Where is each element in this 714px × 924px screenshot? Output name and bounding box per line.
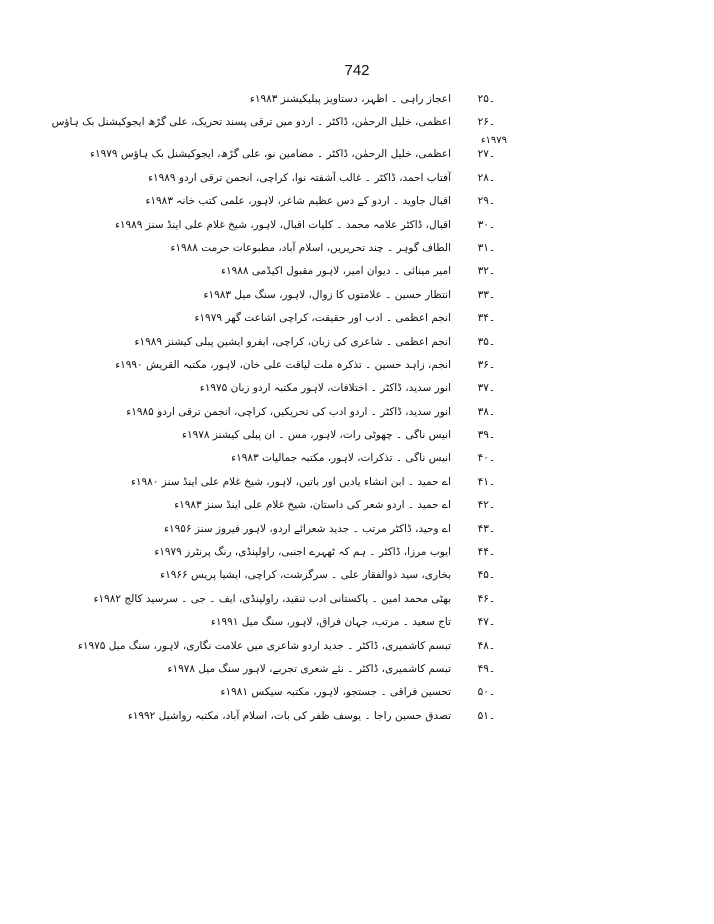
entry-text: تصدق حسین راجا ۔ یوسف ظفر کی بات، اسلام آباد، مکتبہ رواشیل ۱۹۹۲ء [127,709,451,722]
bibliography-entry [150,611,495,634]
entry-number: ۔۴۸ [477,639,495,652]
entry-number: ۔۲۶ [477,116,495,129]
entry-number: ۔۳۳ [477,288,495,301]
bibliography-entry [90,143,495,166]
entry-text: تاج سعید ۔ مرتب، جہان فراق، لاہور، سنگ میل ۱۹۹۱ء [210,616,451,629]
bibliography-entry [130,471,495,494]
entry-text: انور سدید، ڈاکٹر ۔ اختلافات، لاہور مکتبہ اردو زبان ۱۹۷۵ء [199,382,451,395]
bibliography-entry [150,424,495,447]
entry-number: ۔۴۲ [477,499,495,512]
entry-text: اعجاز راہی ۔ اظہر، دستاویز پبلیکیشنز ۱۹۸۳ء [249,93,451,105]
entry-text: انیس ناگی ۔ تذکرات، لاہور، مکتبہ جمالیات ۱۹۸۳ء [231,452,451,465]
entry-number: ۔۳۵ [477,335,495,348]
entry-text: آفتاب احمد، ڈاکٹر ۔ غالب آشفتہ نوا، کراچی، انجمن ترقی اردو ۱۹۸۹ء [148,171,451,184]
entry-text: الطاف گوہر ۔ چند تحریریں، اسلام آباد، مطبوعات حرمت ۱۹۸۸ء [170,241,451,254]
bibliography-entry [150,284,495,307]
page-number: 742 [344,62,370,79]
entry-number: ۔۳۹ [477,429,495,442]
entry-number: ۔۲۵ [477,93,495,105]
bibliography-entry [150,260,495,283]
bibliography-entry [77,635,495,658]
entry-text: تبسم کاشمیری، ڈاکٹر ۔ نئے شعری تجربے، لاہور سنگ میل ۱۹۷۸ء [167,662,451,675]
entry-text: اے حمید ۔ ابن انشاء یادیں اور باتیں، لاہور، شیخ غلام علی اینڈ سنز ۱۹۸۰ء [130,475,451,488]
entry-text: اعظمی، خلیل الرحمٰن، ڈاکٹر ۔ اردو میں ترقی پسند تحریک، علی گڑھ ایجوکیشنل بک ہاؤس [51,116,451,129]
bibliography-entry [150,494,495,517]
entry-number: ۔۴۱ [477,475,495,488]
entry-text: بخاری، سید ذوالفقار علی ۔ سرگزشت، کراچی، ایشیا پریس ۱۹۶۶ء [160,569,451,582]
entry-number: ۔۴۵ [477,569,495,582]
bibliography-entry [115,354,495,377]
entry-number: ۔۵۰ [477,686,495,699]
bibliography-entry [150,307,495,330]
entry-text: بھٹی محمد امین ۔ پاکستانی ادب تنقید، راولپنڈی، ایف ۔ جی ۔ سرسید کالج ۱۹۸۲ء [93,592,451,605]
entry-number: ۔۵۱ [477,709,495,722]
bibliography-list [51,88,507,728]
entry-text: تحسین فراقی ۔ جستجو، لاہور، مکتبہ سیکس ۱۹۸۱ء [220,686,451,699]
bibliography-entry [150,447,495,470]
entry-number: ۔۳۲ [477,265,495,278]
entry-text: اے وحید، ڈاکٹر مرتب ۔ جدید شعرائے اردو، لاہور فیروز سنز ۱۹۵۶ء [164,522,451,535]
entry-number: ۔۳۶ [477,358,495,371]
entry-number: ۔۴۳ [477,522,495,535]
entry-text: اے حمید ۔ اردو شعر کی داستان، شیخ غلام علی اینڈ سنز ۱۹۸۳ء [174,499,451,512]
entry-number: ۔۳۰ [477,218,495,231]
bibliography-entry [134,331,495,354]
entry-number: ۔۴۶ [477,592,495,605]
entry-text: اعظمی، خلیل الرحمٰن، ڈاکٹر ۔ مضامین نو، علی گڑھ، ایجوکیشنل بک ہاؤس ۱۹۷۹ء [90,148,451,161]
bibliography-entry [150,564,495,587]
entry-number: ۔۴۷ [477,616,495,629]
entry-text: انجم، زاہد حسین ۔ تذکرہ ملت لیاقت علی خان، لاہور، مکتبہ القریش ۱۹۹۰ء [115,358,451,371]
bibliography-entry [150,681,495,704]
bibliography-entry [93,588,495,611]
entry-text: انجم اعظمی ۔ شاعری کی زبان، کراچی، ایفرو ایشین پبلی کیشنز ۱۹۸۹ء [134,335,451,348]
bibliography-entry [150,377,495,400]
bibliography-entry [150,237,495,260]
bibliography-entry [150,88,495,111]
entry-number: ۔۳۴ [477,312,495,325]
entry-text: اقبال، ڈاکٹر علامہ محمد ۔ کلیات اقبال، لاہور، شیخ غلام علی اینڈ سنز ۱۹۸۹ء [114,218,451,231]
entry-number: ۔۲۷ [477,148,495,161]
entry-text: تبسم کاشمیری، ڈاکٹر ۔ جدید اردو شاعری میں علامت نگاری، لاہور، سنگ میل ۱۹۷۵ء [77,639,451,652]
entry-text: انیس ناگی ۔ چھوٹی رات، لاہور، مس ۔ ان پبلی کیشنز ۱۹۷۸ء [182,429,451,442]
bibliography-entry [127,705,495,728]
bibliography-entry [150,518,495,541]
entry-text: امیر مینائی ۔ دیوان امیر، لاہور مقبول اکیڈمی ۱۹۸۸ء [221,265,451,278]
entry-number: ۔۴۴ [477,546,495,559]
entry-number: ۔۴۰ [477,452,495,465]
entry-text: اقبال جاوید ۔ اردو کے دس عظیم شاعر، لاہور، علمی کتب خانہ ۱۹۸۳ء [145,195,451,208]
entry-number: ۔۴۹ [477,662,495,675]
entry-number: ۔۳۱ [477,241,495,254]
entry-text: انجم اعظمی ۔ ادب اور حقیقت، کراچی اشاعت گھر ۱۹۷۹ء [194,312,451,325]
bibliography-entry [145,190,495,213]
entry-text: انتظار حسین ۔ علامتوں کا زوال، لاہور، سنگ میل ۱۹۸۳ء [203,288,451,301]
bibliography-entry [150,541,495,564]
bibliography-entry [114,214,495,237]
entry-text: انور سدید، ڈاکٹر ۔ اردو ادب کی تحریکیں، کراچی، انجمن ترقی اردو ۱۹۸۵ء [126,405,451,418]
entry-continuation: ۱۹۷۹ء [480,135,507,147]
bibliography-entry [150,658,495,681]
bibliography-entry [51,111,507,147]
bibliography-entry [126,401,495,424]
entry-number: ۔۲۸ [477,171,495,184]
bibliography-entry [150,167,495,190]
entry-number: ۔۳۸ [477,405,495,418]
entry-number: ۔۲۹ [477,195,495,208]
entry-text: ایوب مرزا، ڈاکٹر ۔ ہم کہ ٹھہرے اجنبی، راولپنڈی، رنگ پرنٹرز ۱۹۷۹ء [154,546,451,559]
entry-number: ۔۳۷ [477,382,495,395]
